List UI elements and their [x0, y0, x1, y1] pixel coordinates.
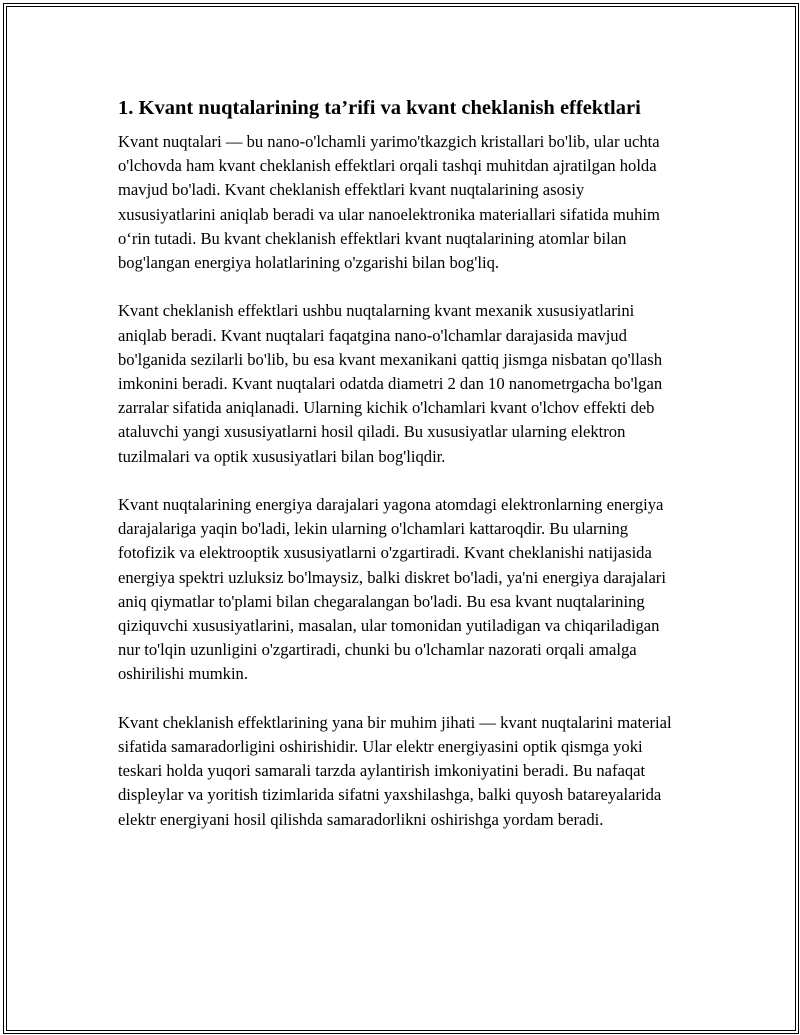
- paragraph-2: Kvant cheklanish effektlari ushbu nuqtalarning kvant mexanik xususiyatlarini aniqlab beradi. Kvant nuqtalari faqatgina nano-o'lchamlar darajasida mavjud bo'lganida sezilarli bo'lib, bu esa kvant mexanikani qattiq jismga nisbatan qo'llash imkonini beradi. Kvant nuqtalari odatda diametri 2 dan 10 nanometrgacha bo'lgan zarralar sifatida aniqlanadi. Ularning kichik o'lchamlari kvant o'lchov effekti deb ataluvchi yangi xususiyatlarni hosil qiladi. Bu xususiyatlar ularning elektron tuzilmalari va optik xususiyatlari bilan bog'liqdir.: [118, 301, 663, 466]
- section-heading: 1. Kvant nuqtalarining ta’rifi va kvant cheklanish effektlari: [118, 97, 641, 119]
- paragraph-4: Kvant cheklanish effektlarining yana bir muhim jihati — kvant nuqtalarini material sifatida samaradorligini oshirishidir. Ular elektr energiyasini optik qismga yoki teskari holda yuqori samarali tarzda aylantirish imkoniyatini beradi. Bu nafaqat displeylar va yoritish tizimlarida sifatni yaxshilashga, balki quyosh batareyalarida elektr energiyani hosil qilishda samaradorlikni oshirishga yordam beradi.: [118, 712, 672, 829]
- paragraph-1: Kvant nuqtalari — bu nano-o'lchamli yarimo'tkazgich kristallari bo'lib, ular uchta o'lchovda ham kvant cheklanish effektlari orqali tashqi muhitdan ajratilgan holda mavjud bo'ladi. Kvant cheklanish effektlari kvant nuqtalarining asosiy xususiyatlarini aniqlab beradi va ular nanoelektronika materiallari sifatida muhim o‘rin tutadi. Bu kvant cheklanish effektlari kvant nuqtalarining atomlar bilan bog'langan energiya holatlarining o'zgarishi bilan bog'liq.: [118, 132, 660, 273]
- paragraph-3: Kvant nuqtalarining energiya darajalari yagona atomdagi elektronlarning energiya darajalariga yaqin bo'ladi, lekin ularning o'lchamlari kattaroqdir. Bu ularning fotofizik va elektrooptik xususiyatlarni o'zgartiradi. Kvant cheklanishi natijasida energiya spektri uzluksiz bo'lmaysiz, balki diskret bo'ladi, ya'ni energiya darajalari aniq qiymatlar to'plami bilan chegaralangan bo'ladi. Bu esa kvant nuqtalarining qiziquvchi xususiyatlarini, masalan, ular tomonidan yutiladigan va chiqariladigan nur to'lqin uzunligini o'zgartiradi, chunki bu o'lchamlar nazorati orqali amalga oshirilishi mumkin.: [118, 495, 666, 684]
- document-body: [118, 95, 683, 856]
